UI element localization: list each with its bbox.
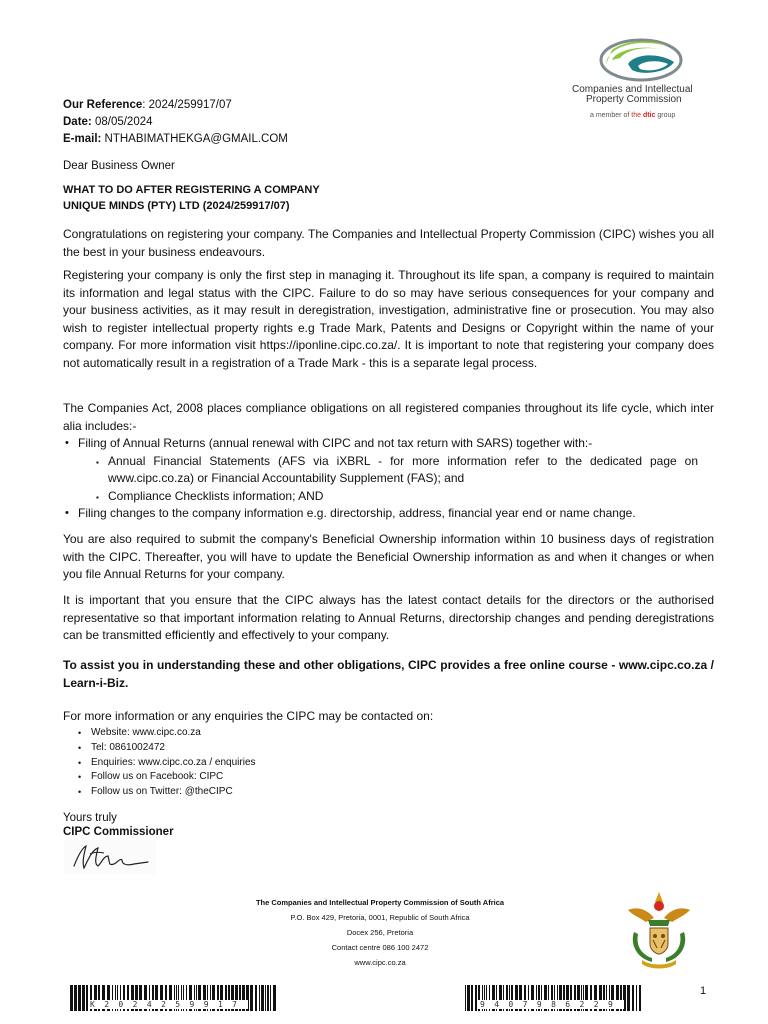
contact-twitter: • Follow us on Twitter: @theCIPC: [76, 785, 376, 800]
barcode-bar: [70, 985, 73, 1011]
subject-line2: UNIQUE MINDS (PTY) LTD (2024/259917/07): [63, 200, 290, 212]
brand-tagline: [590, 112, 675, 119]
barcode-bar: [465, 985, 466, 1011]
barcode-bar: [250, 985, 253, 1011]
footer-contact-centre: Contact centre 086 100 2472: [331, 943, 429, 952]
contact-facebook: • Follow us on Facebook: CIPC: [76, 770, 376, 785]
obligation-filing-changes: • Filing changes to the company information e.g. directorship, address, financial year end or name change.: [63, 505, 714, 523]
sub-afs: ▪ Annual Financial Statements (AFS via iXBRL - for more information refer to the dedicated page on www.cipc.co.za) or Financial Accountability Supplement (FAS); and: [93, 453, 698, 488]
barcode-bar: [627, 985, 630, 1011]
barcode-bar: [255, 985, 257, 1011]
closing-regards: Yours truly: [63, 812, 117, 824]
barcode-bar: [636, 985, 637, 1011]
barcode-bar: [78, 985, 81, 1011]
page-number: 1: [700, 985, 707, 997]
barcode-bar: [475, 985, 477, 1011]
footer-po-box: P.O. Box 429, Pretoria, 0001, Republic of South Africa: [290, 913, 470, 922]
tagline-dtic: dtic: [642, 112, 656, 119]
barcode-bar: [267, 985, 269, 1011]
contacts-list: [76, 726, 376, 800]
barcode-bar: [632, 985, 634, 1011]
paragraph-beneficial-ownership: You are also required to submit the company's Beneficial Ownership information within 10 business days of registration with the CIPC. Thereafter, you will have to update the Beneficial Ownership information as and when it changes or when you file Annual Returns for your company.: [63, 532, 714, 582]
paragraph-more-info: For more information or any enquiries the CIPC may be contacted on:: [63, 709, 434, 723]
email-value: NTHABIMATHEKGA@GMAIL.COM: [101, 133, 288, 145]
paragraph-registering: Registering your company is only the first step in managing it. Throughout its life span, a company is required to maintain its information and legal status with the CIPC. Failure to do so may have serious consequences for your company and your business activities, as it may result in deregistration, investigation, administrative fine or prosecution. You may also wish to register intellectual property rights e.g Trade Mark, Patents and Designs or Copyright within the name of your company. For more information visit https://iponline.cipc.co.za/. It is important to note that registering your company does not automatically result in a registration of a Trade Mark - this is a separate legal process.: [63, 268, 714, 370]
brand-name-line1: Companies and Intellectual: [572, 84, 693, 95]
signature-image: [64, 840, 156, 874]
tagline-prefix: a member of: [590, 112, 630, 119]
sub-compliance-checklists: ▪ Compliance Checklists information; AND: [93, 488, 698, 506]
paragraph-companies-act: The Companies Act, 2008 places compliance obligations on all registered companies throughout its life cycle, which inter alia includes:-: [63, 401, 714, 433]
cipc-logo: [566, 36, 712, 128]
email-line: [63, 132, 288, 147]
reference-line: [63, 98, 232, 113]
barcode-bar: [270, 985, 271, 1011]
barcode-bar: [471, 985, 473, 1011]
footer-website: www.cipc.co.za: [354, 958, 406, 967]
date-line: [63, 115, 153, 130]
barcode-bar: [259, 985, 260, 1011]
date-value: 08/05/2024: [91, 116, 153, 128]
contact-website: • Website: www.cipc.co.za: [76, 726, 376, 741]
tagline-suffix: group: [657, 112, 676, 119]
tagline-the: the: [631, 112, 641, 119]
subject-line1: WHAT TO DO AFTER REGISTERING A COMPANY: [63, 184, 320, 196]
date-label: Date:: [63, 116, 92, 128]
coat-of-arms-icon: [622, 888, 696, 972]
obligations-list: [63, 435, 714, 523]
paragraph-congratulations: Congratulations on registering your company. The Companies and Intellectual Property Commission (CIPC) wishes you all the best in your business endeavours.: [63, 227, 714, 259]
annual-returns-sublist: [93, 453, 698, 506]
footer-docex: Docex 256, Pretoria: [346, 928, 414, 937]
barcode-left-digits: K2024259917: [90, 1000, 247, 1009]
contact-tel: • Tel: 0861002472: [76, 741, 376, 756]
paragraph-contact-details: It is important that you ensure that the CIPC always has the latest contact details for the directors or the authorised representative so that important information relating to Annual Returns, directorship changes and pending deregistrations can be transmitted efficiently and effectively to your company.: [63, 593, 714, 643]
reference-label: Our Reference: [63, 99, 143, 111]
barcode-bar: [273, 985, 276, 1011]
obligation-annual-returns: [63, 435, 714, 505]
paragraph-learn-i-biz: To assist you in understanding these and other obligations, CIPC provides a free online course - www.cipc.co.za / Learn-i-Biz.: [63, 658, 714, 690]
barcode-right-digits: 9407986229: [480, 1000, 623, 1009]
brand-name-line2: Property Commission: [586, 94, 682, 105]
salutation: Dear Business Owner: [63, 160, 175, 172]
email-label: E-mail:: [63, 133, 102, 145]
closing-signatory: CIPC Commissioner: [63, 826, 174, 838]
footer-org-name: The Companies and Intellectual Property Commission of South Africa: [255, 898, 505, 907]
barcode-bar: [467, 985, 470, 1011]
barcode-bar: [74, 985, 77, 1011]
contact-enquiries: • Enquiries: www.cipc.co.za / enquiries: [76, 756, 376, 771]
obligation-annual-returns-text: Filing of Annual Returns (annual renewal with CIPC and not tax return with SARS) together with:-: [78, 436, 593, 450]
cipc-swirl-icon: [598, 36, 684, 86]
barcode-bar: [261, 985, 264, 1011]
barcode-bar: [82, 985, 85, 1011]
barcode-bar: [265, 985, 266, 1011]
reference-value: : 2024/259917/07: [142, 99, 232, 111]
barcode-bar: [639, 985, 641, 1011]
